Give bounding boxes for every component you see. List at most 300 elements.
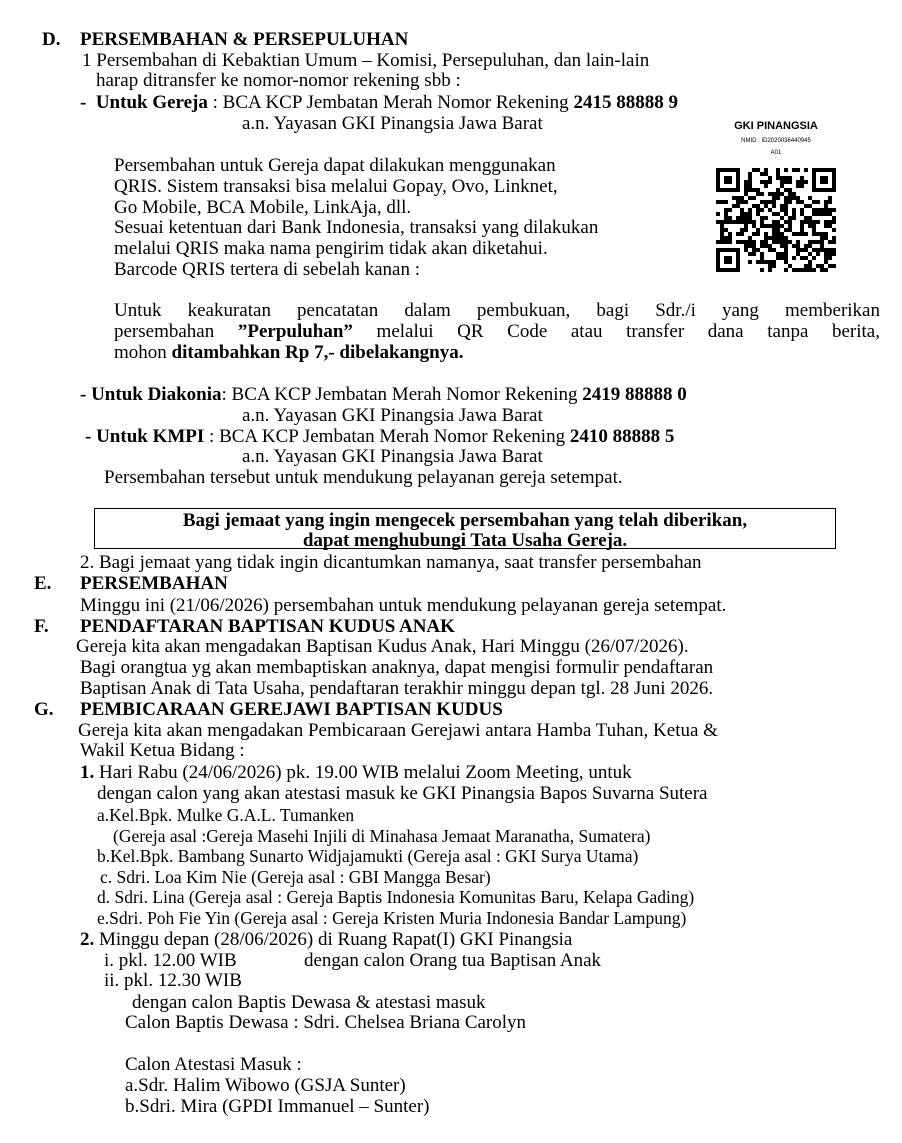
- qr-module: [828, 208, 832, 212]
- kmpi-account-line: [85, 426, 674, 447]
- qr-module: [740, 200, 744, 204]
- qr-module: [788, 188, 792, 192]
- qr-module: [800, 256, 804, 260]
- qr-module: [784, 168, 788, 172]
- qr-module: [776, 232, 780, 236]
- qr-module: [748, 176, 752, 180]
- gereja-account-line: [80, 92, 678, 113]
- qr-module: [720, 236, 724, 240]
- qr-module: [744, 248, 748, 252]
- qris-paragraph-line: melalui QRIS maka nama pengirim tidak akan diketahui.: [114, 238, 548, 259]
- qr-module: [768, 268, 772, 272]
- qr-module: [760, 256, 764, 260]
- qr-module: [728, 236, 732, 240]
- qr-module: [812, 248, 816, 252]
- qr-module: [744, 220, 748, 224]
- qr-module: [780, 180, 784, 184]
- qr-module: [748, 184, 752, 188]
- qr-module: [752, 196, 756, 200]
- qr-module: [820, 208, 824, 212]
- qr-module: [768, 192, 772, 196]
- qr-module: [804, 264, 808, 268]
- attest-entry: a.Sdr. Halim Wibowo (GSJA Sunter): [125, 1075, 406, 1096]
- qr-module: [824, 220, 828, 224]
- qr-module: [764, 240, 768, 244]
- qr-module: [776, 188, 780, 192]
- qr-module: [788, 196, 792, 200]
- qr-module: [828, 264, 832, 268]
- qr-module: [804, 256, 808, 260]
- qr-module: [812, 240, 816, 244]
- qr-module: [784, 256, 788, 260]
- qr-module: [752, 220, 756, 224]
- qr-module: [820, 244, 824, 248]
- qr-module: [752, 224, 756, 228]
- section-e-text: Minggu ini (21/06/2026) persembahan untuk mendukung pelayanan gereja setempat.: [80, 595, 727, 616]
- qr-module: [772, 220, 776, 224]
- qr-module: [800, 248, 804, 252]
- qr-module: [832, 248, 836, 252]
- qr-module: [784, 208, 788, 212]
- qr-module: [740, 216, 744, 220]
- qr-module: [744, 200, 748, 204]
- qr-module: [764, 184, 768, 188]
- qr-module: [784, 220, 788, 224]
- qr-module: [804, 180, 808, 184]
- qr-module: [792, 268, 796, 272]
- qr-module: [784, 196, 788, 200]
- qr-module: [748, 188, 752, 192]
- qr-module: [824, 224, 828, 228]
- qr-module: [784, 204, 788, 208]
- section-d-line1: 1 Persembahan di Kebaktian Umum – Komisi, Persepuluhan, dan lain-lain: [82, 50, 650, 71]
- qr-module: [756, 212, 760, 216]
- qr-module: [812, 208, 816, 212]
- qr-module: [756, 260, 760, 264]
- qr-module: [752, 204, 756, 208]
- item1-line2: dengan calon yang akan atestasi masuk ke GKI Pinangsia Bapos Suvarna Sutera: [97, 783, 708, 804]
- qr-module: [800, 180, 804, 184]
- section-g-title: PEMBICARAAN GEREJAWI BAPTISAN KUDUS: [80, 699, 503, 720]
- qr-module: [784, 248, 788, 252]
- qr-module: [784, 176, 788, 180]
- qr-module: [780, 244, 784, 248]
- item1-line1: [80, 762, 632, 783]
- item2-text: Minggu depan (28/06/2026) di Ruang Rapat(I) GKI Pinangsia: [94, 929, 573, 950]
- qr-module: [800, 208, 804, 212]
- gereja-owner: a.n. Yayasan GKI Pinangsia Jawa Barat: [242, 113, 543, 134]
- sub-i-text: dengan calon Orang tua Baptisan Anak: [304, 950, 602, 971]
- qr-module: [748, 212, 752, 216]
- qr-module: [784, 260, 788, 264]
- accuracy-line2: [114, 321, 880, 342]
- qr-module: [740, 220, 744, 224]
- accuracy-line1: Untuk keakuratan pencatatan dalam pembukuan, bagi Sdr./i yang memberikan: [114, 300, 880, 321]
- qr-module: [792, 192, 796, 196]
- qr-module: [724, 208, 728, 212]
- qr-module: [800, 232, 804, 236]
- qr-module: [764, 172, 768, 176]
- qr-module: [796, 268, 800, 272]
- person-entry: c. Sdri. Loa Kim Nie (Gereja asal : GBI Mangga Besar): [100, 867, 491, 887]
- section-e-letter: E.: [34, 573, 52, 594]
- qr-module: [800, 224, 804, 228]
- qr-module: [768, 180, 772, 184]
- qr-module: [832, 208, 836, 212]
- qr-module: [748, 196, 752, 200]
- qr-module: [764, 260, 768, 264]
- qr-module: [744, 212, 748, 216]
- accuracy-add-amount: ditambahkan Rp 7,- dibelakangnya.: [171, 342, 464, 363]
- qr-module: [824, 260, 828, 264]
- qr-module: [832, 252, 836, 256]
- qr-module: [804, 232, 808, 236]
- qr-module: [772, 260, 776, 264]
- qr-module: [780, 240, 784, 244]
- qr-module: [820, 268, 824, 272]
- qr-module: [736, 240, 740, 244]
- qr-module: [772, 212, 776, 216]
- qr-module: [792, 244, 796, 248]
- qr-module: [812, 200, 816, 204]
- qr-module: [788, 220, 792, 224]
- gereja-dash: -: [80, 92, 87, 113]
- qris-title: GKI PINANGSIA: [734, 120, 818, 132]
- qr-module: [800, 268, 804, 272]
- qr-module: [744, 244, 748, 248]
- qr-module: [720, 224, 724, 228]
- qr-module: [740, 228, 744, 232]
- qr-module: [768, 236, 772, 240]
- qr-module: [716, 200, 720, 204]
- qr-module: [756, 204, 760, 208]
- qr-module: [744, 188, 748, 192]
- qr-module: [828, 200, 832, 204]
- qr-module: [828, 248, 832, 252]
- adult-candidate: Calon Baptis Dewasa : Sdri. Chelsea Briana Carolyn: [125, 1012, 527, 1033]
- qr-module: [792, 232, 796, 236]
- qr-module: [776, 236, 780, 240]
- qr-module: [804, 216, 808, 220]
- section-f-line: Bagi orangtua yg akan membaptiskan anaknya, dapat mengisi formulir pendaftaran: [80, 657, 714, 678]
- qr-module: [780, 256, 784, 260]
- qr-module: [800, 184, 804, 188]
- qr-module: [744, 228, 748, 232]
- qr-module: [776, 252, 780, 256]
- qr-module: [780, 224, 784, 228]
- qr-module: [764, 204, 768, 208]
- qr-module: [808, 244, 812, 248]
- qr-module: [816, 220, 820, 224]
- qr-module: [764, 168, 768, 172]
- qr-module: [828, 212, 832, 216]
- qr-module: [808, 204, 812, 208]
- qr-module: [732, 196, 736, 200]
- item1-text: Hari Rabu (24/06/2026) pk. 19.00 WIB melalui Zoom Meeting, untuk: [94, 762, 632, 783]
- qr-module: [740, 232, 744, 236]
- qr-module: [768, 264, 772, 268]
- section-d-letter: D.: [42, 29, 61, 50]
- qr-module: [720, 232, 724, 236]
- qr-module: [736, 216, 740, 220]
- qr-module: [784, 200, 788, 204]
- qr-module: [780, 236, 784, 240]
- qr-module: [804, 204, 808, 208]
- qr-module: [820, 264, 824, 268]
- diakonia-account-line: [80, 384, 687, 405]
- qr-module: [720, 220, 724, 224]
- qr-module: [800, 212, 804, 216]
- qr-module: [820, 240, 824, 244]
- qris-qr-block: [712, 116, 840, 274]
- qr-module: [784, 240, 788, 244]
- qr-module: [772, 204, 776, 208]
- qr-module: [800, 200, 804, 204]
- qr-module: [724, 220, 728, 224]
- qr-module: [752, 248, 756, 252]
- qr-module: [824, 208, 828, 212]
- qr-module: [776, 212, 780, 216]
- accuracy-line3-pre: mohon: [114, 342, 172, 363]
- section-g-intro: Gereja kita akan mengadakan Pembicaraan Gerejawi antara Hamba Tuhan, Ketua &: [78, 720, 718, 741]
- qr-module: [812, 232, 816, 236]
- qr-module: [832, 220, 836, 224]
- qr-module: [816, 212, 820, 216]
- qr-module: [816, 200, 820, 204]
- qr-module: [760, 220, 764, 224]
- qr-module: [816, 208, 820, 212]
- qr-module: [804, 268, 808, 272]
- qr-module: [800, 220, 804, 224]
- qr-module: [820, 232, 824, 236]
- qr-module: [748, 180, 752, 184]
- qr-module: [828, 196, 832, 200]
- qr-module: [760, 172, 764, 176]
- qr-module: [764, 224, 768, 228]
- diakonia-bank-text: : BCA KCP Jembatan Merah Nomor Rekening: [221, 384, 583, 405]
- section-f-line: Baptisan Anak di Tata Usaha, pendaftaran terakhir minggu depan tgl. 28 Juni 2026.: [80, 678, 714, 699]
- qr-module: [808, 260, 812, 264]
- qr-module: [816, 264, 820, 268]
- qr-module: [796, 244, 800, 248]
- qr-module: [728, 208, 732, 212]
- qr-module: [820, 248, 824, 252]
- qr-module: [796, 248, 800, 252]
- qr-module: [780, 208, 784, 212]
- qr-module: [804, 248, 808, 252]
- qris-nmid: NMID : ID2020036440945: [741, 138, 811, 144]
- qr-module: [760, 192, 764, 196]
- qr-module: [724, 228, 728, 232]
- qris-paragraph-line: Persembahan untuk Gereja dapat dilakukan menggunakan: [114, 155, 556, 176]
- qr-module: [832, 264, 836, 268]
- qr-module: [832, 228, 836, 232]
- qr-module: [744, 180, 748, 184]
- qr-module: [756, 188, 760, 192]
- person-entry: a.Kel.Bpk. Mulke G.A.L. Tumanken: [97, 805, 355, 825]
- qr-module: [776, 228, 780, 232]
- accuracy-line2-pre: persembahan: [114, 321, 238, 342]
- qr-module: [800, 176, 804, 180]
- item2-number: 2.: [80, 929, 95, 950]
- item1-number: 1.: [80, 762, 95, 783]
- qr-module: [796, 252, 800, 256]
- qr-module: [724, 212, 728, 216]
- qr-module: [752, 232, 756, 236]
- section-g-letter: G.: [34, 699, 54, 720]
- diakonia-owner: a.n. Yayasan GKI Pinangsia Jawa Barat: [242, 405, 543, 426]
- qr-module: [716, 212, 720, 216]
- qr-module: [832, 240, 836, 244]
- qr-module: [784, 244, 788, 248]
- qr-module: [756, 192, 760, 196]
- qr-module: [792, 208, 796, 212]
- sub-ii-text: dengan calon Baptis Dewasa & atestasi masuk: [132, 992, 486, 1013]
- qr-module: [772, 196, 776, 200]
- qr-module: [812, 228, 816, 232]
- section-f-line: Gereja kita akan mengadakan Baptisan Kudus Anak, Hari Minggu (26/07/2026).: [76, 636, 689, 657]
- qr-module: [748, 172, 752, 176]
- qr-module: [764, 236, 768, 240]
- qr-module: [796, 232, 800, 236]
- qr-module: [724, 216, 728, 220]
- qr-module: [772, 236, 776, 240]
- qr-module: [720, 200, 724, 204]
- section-d-title: PERSEMBAHAN & PERSEPULUHAN: [80, 29, 409, 50]
- qr-module: [828, 240, 832, 244]
- qris-paragraph-line: Go Mobile, BCA Mobile, LinkAja, dll.: [114, 197, 412, 218]
- kmpi-account-number: 2410 88888 5: [569, 426, 675, 447]
- qr-module: [804, 168, 808, 172]
- qr-module: [752, 244, 756, 248]
- qr-module: [748, 260, 752, 264]
- qr-module: [748, 240, 752, 244]
- qr-module: [760, 240, 764, 244]
- qr-module: [812, 256, 816, 260]
- qr-module: [748, 216, 752, 220]
- qris-paragraph-line: Barcode QRIS tertera di sebelah kanan :: [114, 259, 420, 280]
- qr-module: [748, 252, 752, 256]
- kmpi-label: - Untuk KMPI: [85, 426, 205, 447]
- qr-module: [736, 220, 740, 224]
- qr-module: [780, 192, 784, 196]
- qr-module: [816, 252, 820, 256]
- qr-module: [736, 200, 740, 204]
- qr-module: [812, 268, 816, 272]
- qr-module: [780, 216, 784, 220]
- qr-module: [788, 228, 792, 232]
- qr-module: [824, 256, 828, 260]
- qr-module: [752, 240, 756, 244]
- qr-module: [740, 212, 744, 216]
- qr-module: [744, 224, 748, 228]
- qr-module: [740, 240, 744, 244]
- section-d-line2: harap ditransfer ke nomor-nomor rekening sbb :: [96, 70, 461, 91]
- qr-module: [808, 196, 812, 200]
- qr-module: [808, 240, 812, 244]
- qr-module: [776, 220, 780, 224]
- qr-module: [732, 220, 736, 224]
- support-line: Persembahan tersebut untuk mendukung pelayanan gereja setempat.: [104, 467, 623, 488]
- qr-module: [832, 216, 836, 220]
- qr-module: [756, 168, 760, 172]
- diakonia-label: - Untuk Diakonia: [80, 384, 222, 405]
- qr-module: [760, 200, 764, 204]
- qr-module: [776, 240, 780, 244]
- qr-module: [816, 240, 820, 244]
- qr-module: [804, 244, 808, 248]
- qr-module: [796, 184, 800, 188]
- qr-module: [768, 248, 772, 252]
- qr-module: [788, 240, 792, 244]
- qr-module: [816, 232, 820, 236]
- qris-code-label: A01: [770, 150, 782, 156]
- qr-module: [760, 244, 764, 248]
- attest-title: Calon Atestasi Masuk :: [125, 1054, 302, 1075]
- qr-module: [796, 168, 800, 172]
- qr-module: [736, 204, 740, 208]
- qr-module: [792, 196, 796, 200]
- qr-module: [812, 220, 816, 224]
- qr-module: [768, 224, 772, 228]
- qr-module: [800, 228, 804, 232]
- qr-module: [740, 208, 744, 212]
- qr-module: [792, 212, 796, 216]
- qr-module: [724, 240, 728, 244]
- section-f-title: PENDAFTARAN BAPTISAN KUDUS ANAK: [80, 616, 455, 637]
- qr-module: [808, 264, 812, 268]
- qr-module: [784, 252, 788, 256]
- qr-module: [756, 232, 760, 236]
- qr-module: [720, 240, 724, 244]
- check-offering-notice-box: [94, 508, 836, 549]
- person-entry: d. Sdri. Lina (Gereja asal : Gereja Baptis Indonesia Komunitas Baru, Kelapa Gading): [97, 887, 695, 907]
- sub-i-time: i. pkl. 12.00 WIB: [104, 950, 237, 971]
- qr-module: [772, 224, 776, 228]
- qr-module: [828, 256, 832, 260]
- qris-paragraph-line: Sesuai ketentuan dari Bank Indonesia, transaksi yang dilakukan: [114, 217, 599, 238]
- qr-module: [832, 236, 836, 240]
- qr-module: [820, 236, 824, 240]
- qr-module: [796, 196, 800, 200]
- qr-module: [796, 240, 800, 244]
- qr-module: [788, 192, 792, 196]
- qr-module: [772, 248, 776, 252]
- qr-module: [744, 216, 748, 220]
- qr-module: [760, 208, 764, 212]
- qr-module: [760, 216, 764, 220]
- qr-module: [772, 232, 776, 236]
- qr-module: [792, 216, 796, 220]
- qr-module: [824, 232, 828, 236]
- qr-module: [788, 180, 792, 184]
- qr-module: [776, 224, 780, 228]
- qr-module: [732, 204, 736, 208]
- qr-module: [740, 196, 744, 200]
- qr-module: [788, 224, 792, 228]
- section-e-title: PERSEMBAHAN: [80, 573, 228, 594]
- qr-module: [804, 220, 808, 224]
- qr-module: [728, 220, 732, 224]
- qr-module: [748, 208, 752, 212]
- person-entry: e.Sdri. Poh Fie Yin (Gereja asal : Gereja Kristen Muria Indonesia Bandar Lampung): [97, 908, 687, 928]
- qr-module: [728, 232, 732, 236]
- qr-module: [720, 228, 724, 232]
- gereja-bank-text: : BCA KCP Jembatan Merah Nomor Rekening: [207, 92, 574, 113]
- qr-module: [716, 240, 720, 244]
- qr-module: [764, 216, 768, 220]
- qr-module: [784, 188, 788, 192]
